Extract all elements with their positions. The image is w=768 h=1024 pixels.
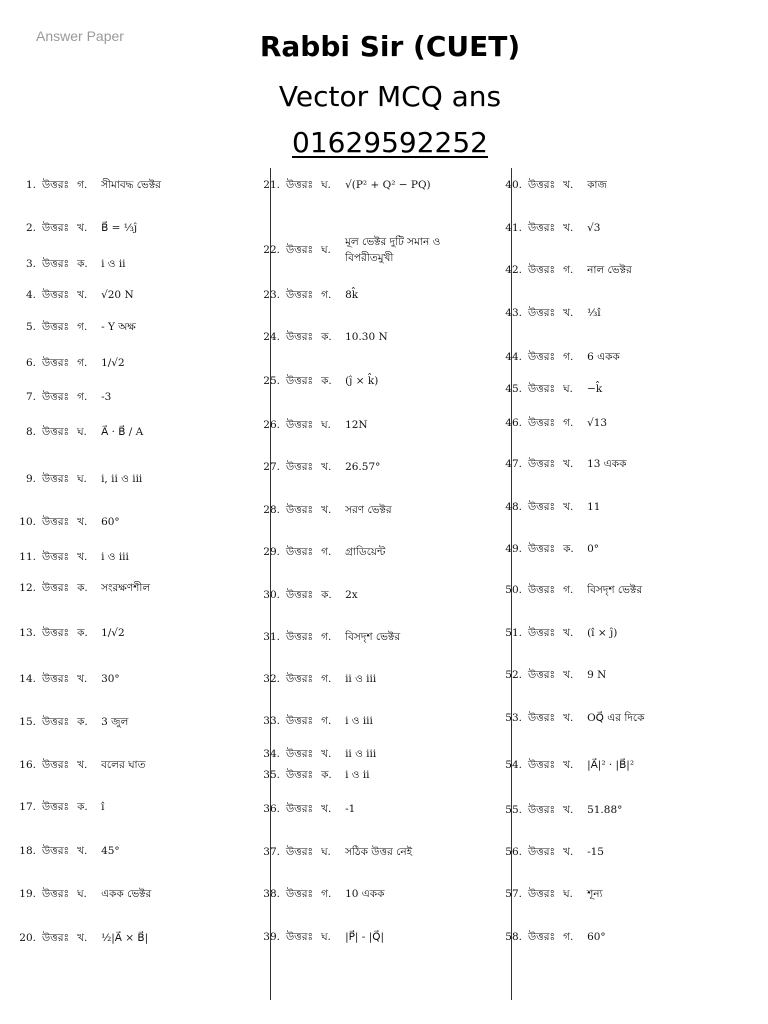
- question-number: 48.: [505, 501, 522, 513]
- answer-row: [10, 887, 250, 901]
- answer-option: ঘ.: [321, 244, 331, 256]
- answer-label: উত্তরঃ: [286, 179, 314, 191]
- answer-text: -3: [101, 391, 112, 403]
- answer-option: গ.: [321, 888, 332, 900]
- answer-option: গ.: [563, 931, 574, 943]
- answer-row: [10, 178, 250, 192]
- answer-row: [10, 800, 250, 814]
- header-title: Rabbi Sir (CUET): [259, 30, 521, 63]
- answer-label: উত্তরঃ: [42, 179, 70, 191]
- answer-option: ক.: [77, 716, 88, 728]
- answer-option: খ.: [563, 804, 574, 816]
- question-number: 10.: [19, 516, 36, 528]
- question-number: 4.: [25, 289, 36, 301]
- answer-option: খ.: [77, 289, 88, 301]
- answer-option: খ.: [563, 627, 574, 639]
- answer-text: i, ii ও iii: [101, 473, 143, 485]
- question-number: 1.: [25, 179, 36, 191]
- answer-text: -1: [345, 803, 356, 815]
- answer-row: [254, 802, 494, 816]
- answer-row: [496, 542, 736, 556]
- answer-row: [496, 350, 736, 364]
- answer-option: খ.: [321, 803, 332, 815]
- answer-row: [10, 515, 250, 529]
- answer-label: উত্তরঃ: [286, 504, 314, 516]
- answer-row: [496, 457, 736, 471]
- answer-label: উত্তরঃ: [42, 801, 70, 813]
- question-number: 23.: [263, 289, 280, 301]
- answer-row: [10, 626, 250, 640]
- answer-label: উত্তরঃ: [286, 589, 314, 601]
- question-number: 44.: [505, 351, 522, 363]
- answer-label: উত্তরঃ: [42, 888, 70, 900]
- answer-label: উত্তরঃ: [286, 846, 314, 858]
- question-number: 49.: [505, 543, 522, 555]
- answer-row: [496, 626, 736, 640]
- question-number: 43.: [505, 307, 522, 319]
- answer-row: [254, 418, 494, 432]
- answer-label: উত্তরঃ: [42, 582, 70, 594]
- question-number: 16.: [19, 759, 36, 771]
- answer-text: - Y অক্ষ: [101, 321, 136, 333]
- answer-row: [254, 503, 494, 517]
- answer-label: উত্তরঃ: [528, 307, 556, 319]
- question-number: 27.: [263, 461, 280, 473]
- answer-option: গ.: [77, 179, 88, 191]
- answer-text: 6 একক: [587, 351, 620, 363]
- question-number: 8.: [25, 426, 36, 438]
- question-number: 34.: [263, 748, 280, 760]
- answer-text: 60°: [101, 516, 120, 528]
- answer-row: [10, 288, 250, 302]
- answer-option: ঘ.: [77, 426, 87, 438]
- answer-text: বিসদৃশ ভেক্টর: [345, 631, 401, 643]
- answer-row: [496, 758, 736, 772]
- question-number: 33.: [263, 715, 280, 727]
- answer-label: উত্তরঃ: [42, 673, 70, 685]
- answer-option: খ.: [563, 222, 574, 234]
- answer-option: গ.: [321, 289, 332, 301]
- question-number: 53.: [505, 712, 522, 724]
- answer-text: 3 জুল: [101, 716, 129, 728]
- answer-text: √13: [587, 417, 608, 429]
- answer-text: −k̂: [587, 383, 603, 395]
- answer-label: উত্তরঃ: [286, 289, 314, 301]
- answer-option: গ.: [77, 391, 88, 403]
- answer-text: |A⃗|² · |B⃗|²: [587, 759, 635, 771]
- answer-row: [496, 416, 736, 430]
- answer-label: উত্তরঃ: [528, 888, 556, 900]
- answer-text: সংরক্ষণশীল: [101, 582, 151, 594]
- answer-row: [10, 715, 250, 729]
- header-phone: 01629592252: [292, 126, 488, 159]
- question-number: 54.: [505, 759, 522, 771]
- answer-label: উত্তরঃ: [42, 258, 70, 270]
- answer-row: [10, 257, 250, 271]
- question-number: 15.: [19, 716, 36, 728]
- answer-label: উত্তরঃ: [42, 289, 70, 301]
- answer-label: উত্তরঃ: [42, 391, 70, 403]
- answer-paper-watermark: Answer Paper: [36, 28, 124, 44]
- answer-option: গ.: [321, 673, 332, 685]
- answer-text: বিসদৃশ ভেক্টর: [587, 584, 643, 596]
- answer-text: নাল ভেক্টর: [587, 264, 632, 276]
- answer-label: উত্তরঃ: [528, 501, 556, 513]
- answer-text: সরণ ভেক্টর: [345, 504, 392, 516]
- question-number: 21.: [263, 179, 280, 191]
- answer-option: ক.: [77, 627, 88, 639]
- answer-row: [10, 672, 250, 686]
- answer-option: ঘ.: [563, 383, 573, 395]
- answer-label: উত্তরঃ: [286, 244, 314, 256]
- question-number: 19.: [19, 888, 36, 900]
- answer-label: উত্তরঃ: [286, 748, 314, 760]
- answer-text: কাজ: [587, 179, 607, 191]
- answer-label: উত্তরঃ: [528, 543, 556, 555]
- answer-text: i ও iii: [101, 551, 129, 563]
- answer-row: [254, 288, 494, 302]
- answer-row: [254, 178, 494, 192]
- question-number: 18.: [19, 845, 36, 857]
- question-number: 50.: [505, 584, 522, 596]
- answer-row: [254, 460, 494, 474]
- answer-label: উত্তরঃ: [286, 673, 314, 685]
- answer-text: 26.57°: [345, 461, 381, 473]
- answer-text: √20 N: [101, 289, 134, 301]
- question-number: 7.: [25, 391, 36, 403]
- answer-text: 60°: [587, 931, 606, 943]
- answer-option: ঘ.: [321, 419, 331, 431]
- answer-text: 8k̂: [345, 289, 359, 301]
- answer-label: উত্তরঃ: [528, 759, 556, 771]
- answer-label: উত্তরঃ: [528, 351, 556, 363]
- question-number: 22.: [263, 244, 280, 256]
- answer-row: [496, 382, 736, 396]
- answer-row: [254, 930, 494, 944]
- answer-text: গ্রাডিয়েন্ট: [345, 546, 386, 558]
- answer-option: ঘ.: [321, 179, 331, 191]
- answer-label: উত্তরঃ: [528, 627, 556, 639]
- answer-label: উত্তরঃ: [42, 932, 70, 944]
- answer-text: 9 N: [587, 669, 607, 681]
- question-number: 25.: [263, 375, 280, 387]
- answer-label: উত্তরঃ: [42, 551, 70, 563]
- answer-label: উত্তরঃ: [286, 461, 314, 473]
- answer-label: উত্তরঃ: [528, 584, 556, 596]
- answer-row: [254, 588, 494, 602]
- answer-option: খ.: [77, 222, 88, 234]
- answer-label: উত্তরঃ: [42, 426, 70, 438]
- answer-label: উত্তরঃ: [42, 716, 70, 728]
- answer-option: খ.: [321, 748, 332, 760]
- answer-text: সঠিক উত্তর নেই: [345, 846, 413, 858]
- answer-text: একক ভেক্টর: [101, 888, 152, 900]
- answer-label: উত্তরঃ: [286, 419, 314, 431]
- answer-option: ঘ.: [321, 931, 331, 943]
- answer-text: A⃗ · B⃗ / A: [101, 426, 144, 438]
- answer-option: খ.: [563, 179, 574, 191]
- answer-label: উত্তরঃ: [42, 473, 70, 485]
- answer-option: খ.: [321, 461, 332, 473]
- answer-row: [496, 306, 736, 320]
- answer-label: উত্তরঃ: [42, 357, 70, 369]
- answer-row: [10, 390, 250, 404]
- answer-option: ক.: [321, 769, 332, 781]
- answer-row: [496, 178, 736, 192]
- answer-row: [496, 668, 736, 682]
- answer-label: উত্তরঃ: [528, 712, 556, 724]
- answer-text: 30°: [101, 673, 120, 685]
- answer-option: গ.: [563, 264, 574, 276]
- question-number: 58.: [505, 931, 522, 943]
- answer-text: 45°: [101, 845, 120, 857]
- question-number: 9.: [25, 473, 36, 485]
- question-number: 32.: [263, 673, 280, 685]
- answer-row: [496, 221, 736, 235]
- answer-row: [254, 845, 494, 859]
- question-number: 36.: [263, 803, 280, 815]
- answer-row: [10, 425, 250, 439]
- answer-text: (î × ĵ): [587, 627, 618, 639]
- answer-option: ক.: [563, 543, 574, 555]
- answer-option: খ.: [563, 307, 574, 319]
- question-number: 52.: [505, 669, 522, 681]
- answer-text: i ও iii: [345, 715, 373, 727]
- answer-option: ঘ.: [77, 473, 87, 485]
- answer-option: খ.: [563, 846, 574, 858]
- answer-row: [496, 803, 736, 817]
- question-number: 13.: [19, 627, 36, 639]
- answer-text: (ĵ × k̂): [345, 375, 379, 387]
- answer-text: B⃗ = ⅓ĵ: [101, 222, 138, 234]
- answer-row: [10, 931, 250, 945]
- answer-row: [10, 472, 250, 486]
- answer-label: উত্তরঃ: [528, 931, 556, 943]
- answer-text: 2x: [345, 589, 358, 601]
- question-number: 26.: [263, 419, 280, 431]
- answer-text: 51.88°: [587, 804, 623, 816]
- answer-option: ক.: [321, 375, 332, 387]
- answer-option: ঘ.: [563, 888, 573, 900]
- answer-label: উত্তরঃ: [528, 669, 556, 681]
- question-number: 35.: [263, 769, 280, 781]
- answer-text: √(P² + Q² − PQ): [345, 179, 431, 191]
- answer-text: î: [101, 801, 105, 813]
- question-number: 11.: [19, 551, 36, 563]
- answer-option: খ.: [563, 759, 574, 771]
- answer-text: বলের ঘাত: [101, 759, 146, 771]
- question-number: 39.: [263, 931, 280, 943]
- answer-row: [254, 768, 494, 782]
- answer-text: OQ⃗ এর দিকে: [587, 712, 645, 724]
- answer-option: ক.: [321, 331, 332, 343]
- answer-row: [10, 758, 250, 772]
- answer-label: উত্তরঃ: [528, 417, 556, 429]
- answer-text: √3: [587, 222, 601, 234]
- question-number: 5.: [25, 321, 36, 333]
- answer-row: [254, 330, 494, 344]
- answer-option: খ.: [77, 516, 88, 528]
- answer-label: উত্তরঃ: [42, 845, 70, 857]
- answer-option: খ.: [77, 673, 88, 685]
- answer-option: খ.: [563, 501, 574, 513]
- question-number: 57.: [505, 888, 522, 900]
- answer-label: উত্তরঃ: [528, 846, 556, 858]
- header-subtitle: Vector MCQ ans: [278, 80, 502, 113]
- answer-text: i ও ii: [101, 258, 126, 270]
- answer-row: [10, 844, 250, 858]
- question-number: 14.: [19, 673, 36, 685]
- answer-option: গ.: [321, 631, 332, 643]
- question-number: 55.: [505, 804, 522, 816]
- question-number: 40.: [505, 179, 522, 191]
- answer-label: উত্তরঃ: [286, 715, 314, 727]
- answer-option: ক.: [321, 589, 332, 601]
- answer-row: [496, 500, 736, 514]
- question-number: 20.: [19, 932, 36, 944]
- answer-text: 10 একক: [345, 888, 385, 900]
- answer-option: গ.: [563, 351, 574, 363]
- question-number: 46.: [505, 417, 522, 429]
- answer-option: ক.: [77, 258, 88, 270]
- answer-row: [496, 583, 736, 597]
- answer-label: উত্তরঃ: [286, 931, 314, 943]
- answer-option: ক.: [77, 582, 88, 594]
- answer-label: উত্তরঃ: [42, 222, 70, 234]
- answer-row: [254, 630, 494, 644]
- answer-label: উত্তরঃ: [528, 804, 556, 816]
- answer-option: খ.: [563, 458, 574, 470]
- question-number: 51.: [505, 627, 522, 639]
- answer-option: গ.: [321, 715, 332, 727]
- question-number: 42.: [505, 264, 522, 276]
- answer-option: খ.: [77, 759, 88, 771]
- answer-text: 10.30 N: [345, 331, 388, 343]
- answer-text: -15: [587, 846, 604, 858]
- answer-label: উত্তরঃ: [286, 888, 314, 900]
- question-number: 12.: [19, 582, 36, 594]
- answer-row: [254, 374, 494, 388]
- answer-text: সীমাবদ্ধ ভেক্টর: [101, 179, 161, 191]
- answer-text: |P⃗| - |Q⃗|: [345, 931, 385, 943]
- answer-text: 11: [587, 501, 601, 513]
- answer-label: উত্তরঃ: [528, 458, 556, 470]
- answer-text: 1/√2: [101, 627, 125, 639]
- answer-option: খ.: [563, 669, 574, 681]
- answer-text: ⅓î: [587, 307, 601, 319]
- answer-option: গ.: [77, 357, 88, 369]
- question-number: 56.: [505, 846, 522, 858]
- question-number: 47.: [505, 458, 522, 470]
- answer-text: শূন্য: [587, 888, 603, 900]
- question-number: 31.: [263, 631, 280, 643]
- question-number: 29.: [263, 546, 280, 558]
- answer-option: গ.: [77, 321, 88, 333]
- answer-label: উত্তরঃ: [42, 627, 70, 639]
- answer-text: মূল ভেক্টর দুটি সমান ও বিপরীতমুখী: [345, 236, 441, 264]
- answer-label: উত্তরঃ: [528, 179, 556, 191]
- answer-text: 0°: [587, 543, 599, 555]
- answer-option: গ.: [321, 546, 332, 558]
- answer-row: [496, 845, 736, 859]
- answer-row: [496, 711, 736, 725]
- answer-row: [10, 221, 250, 235]
- answer-text: i ও ii: [345, 769, 370, 781]
- question-number: 28.: [263, 504, 280, 516]
- answer-text: 12N: [345, 419, 368, 431]
- answer-label: উত্তরঃ: [42, 516, 70, 528]
- answer-label: উত্তরঃ: [42, 759, 70, 771]
- answer-text: 1/√2: [101, 357, 125, 369]
- answer-row: [254, 234, 494, 266]
- answer-row: [10, 320, 250, 334]
- answer-label: উত্তরঃ: [528, 383, 556, 395]
- answer-label: উত্তরঃ: [286, 331, 314, 343]
- question-number: 45.: [505, 383, 522, 395]
- question-number: 30.: [263, 589, 280, 601]
- question-number: 2.: [25, 222, 36, 234]
- answer-text: ½|A⃗ × B⃗|: [101, 932, 149, 944]
- answer-row: [496, 930, 736, 944]
- answer-option: ক.: [77, 801, 88, 813]
- answer-row: [10, 356, 250, 370]
- answer-option: গ.: [563, 584, 574, 596]
- question-number: 17.: [19, 801, 36, 813]
- answer-label: উত্তরঃ: [286, 546, 314, 558]
- answer-row: [254, 887, 494, 901]
- answer-label: উত্তরঃ: [286, 631, 314, 643]
- answer-label: উত্তরঃ: [286, 803, 314, 815]
- answer-option: ঘ.: [77, 888, 87, 900]
- answer-label: উত্তরঃ: [286, 769, 314, 781]
- answer-row: [254, 545, 494, 559]
- answer-text: ii ও iii: [345, 748, 377, 760]
- answer-option: ঘ.: [321, 846, 331, 858]
- answer-row: [254, 747, 494, 761]
- answer-label: উত্তরঃ: [528, 222, 556, 234]
- answer-label: উত্তরঃ: [528, 264, 556, 276]
- question-number: 6.: [25, 357, 36, 369]
- answer-label: উত্তরঃ: [42, 321, 70, 333]
- question-number: 24.: [263, 331, 280, 343]
- answer-label: উত্তরঃ: [286, 375, 314, 387]
- answer-option: খ.: [77, 932, 88, 944]
- answer-option: খ.: [321, 504, 332, 516]
- answer-row: [254, 714, 494, 728]
- answer-option: খ.: [77, 845, 88, 857]
- answer-row: [496, 263, 736, 277]
- answer-row: [496, 887, 736, 901]
- answer-text: ii ও iii: [345, 673, 377, 685]
- answer-text: 13 একক: [587, 458, 627, 470]
- answer-row: [254, 672, 494, 686]
- answer-option: গ.: [563, 417, 574, 429]
- question-number: 37.: [263, 846, 280, 858]
- answer-option: খ.: [563, 712, 574, 724]
- question-number: 41.: [505, 222, 522, 234]
- question-number: 3.: [25, 258, 36, 270]
- answer-row: [10, 550, 250, 564]
- answer-option: খ.: [77, 551, 88, 563]
- question-number: 38.: [263, 888, 280, 900]
- answer-row: [10, 581, 250, 595]
